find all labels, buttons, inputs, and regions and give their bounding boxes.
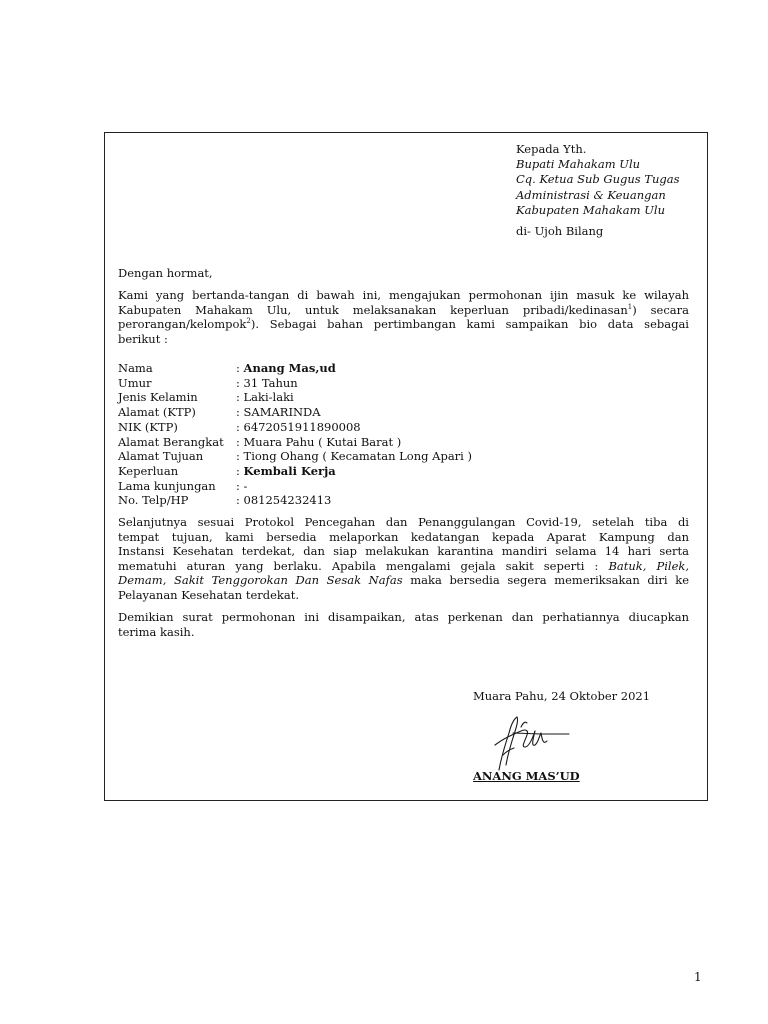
recipient-line-1: Kepada Yth. [516,142,587,156]
biodata-label: Keperluan [118,463,179,478]
protocol-paragraph [118,515,689,603]
salutation: Dengan hormat, [118,266,213,280]
closing-line-1: Demikian surat permohonan ini disampaikan, atas perkenan dan perhatiannya diucapkan [118,610,689,624]
protocol-line-2: tempat tujuan, kami bersedia melaporkan kedatangan kepada Aparat Kampung dan [118,529,689,544]
closing-line-2: terima kasih. [118,624,195,639]
protocol-line-4: mematuhi aturan yang berlaku. Apabila mengalami gejala sakit seperti : Batuk, Pilek, [118,558,689,573]
biodata-label: Alamat Tujuan [118,449,204,464]
closing-paragraph [118,610,689,639]
protocol-line-1: Selanjutnya sesuai Protokol Pencegahan dan Penanggulangan Covid-19, setelah tiba di [118,515,689,529]
biodata-label: Nama [118,361,153,375]
biodata-table [118,361,472,508]
biodata-row [118,376,472,391]
protocol-line-3: Instansi Kesehatan terdekat, dan siap melakukan karantina mandiri selama 14 hari serta [118,544,689,559]
biodata-row [118,464,472,479]
recipient-line-3: Cq. Ketua Sub Gugus Tugas [516,172,680,187]
biodata-label: No. Telp/HP [118,493,189,508]
intro-paragraph [118,288,689,346]
place-date: Muara Pahu, 24 Oktober 2021 [473,689,651,703]
intro-line-4: berikut : [118,331,168,346]
intro-line-3: perorangan/kelompok$^2$). Sebagai bahan pertimbangan kami sampaikan bio data sebagai [118,317,689,332]
biodata-row [118,449,472,464]
recipient-location: di- Ujoh Bilang [516,224,604,238]
recipient-line-2: Bupati Mahakam Ulu [516,157,641,172]
biodata-row [118,390,472,405]
protocol-line-5: Demam, Sakit Tenggorokan Dan Sesak Nafas maka bersedia segera memeriksakan diri ke [118,573,689,588]
biodata-row [118,361,472,376]
biodata-value: : Anang Mas,ud [236,361,336,375]
biodata-label: Alamat Berangkat [118,434,224,449]
intro-line-1: Kami yang bertanda-tangan di bawah ini, mengajukan permohonan ijin masuk ke wilayah [118,288,689,302]
biodata-label: Jenis Kelamin [118,390,198,405]
letter-frame [104,132,708,801]
recipient-block [516,142,706,218]
recipient-line-4: Administrasi & Keuangan [516,187,666,202]
biodata-value: : Muara Pahu ( Kutai Barat ) [236,434,402,449]
biodata-label: NIK (KTP) [118,419,178,434]
biodata-value: : SAMARINDA [236,405,321,420]
signer-name: ANANG MAS’UD [473,769,580,783]
biodata-label: Umur [118,375,152,390]
biodata-value: : Laki-laki [236,390,294,405]
protocol-line-6: Pelayanan Kesehatan terdekat. [118,587,300,602]
signature-image [481,715,571,773]
biodata-label: Alamat (KTP) [118,405,196,420]
intro-line-2: Kabupaten Mahakam Ulu, untuk melaksanakan keperluan pribadi/kedinasan$^1$) secara [118,302,689,317]
biodata-value: : Tiong Ohang ( Kecamatan Long Apari ) [236,449,472,464]
biodata-row [118,479,472,494]
page-number: 1 [694,970,702,984]
biodata-row [118,435,472,450]
biodata-value: : - [236,478,248,493]
biodata-row [118,420,472,435]
biodata-row [118,405,472,420]
biodata-label: Lama kunjungan [118,478,216,493]
biodata-value: : 081254232413 [236,493,332,508]
recipient-line-5: Kabupaten Mahakam Ulu [516,202,665,217]
biodata-value: : 31 Tahun [236,375,298,390]
biodata-value: : Kembali Kerja [236,463,336,478]
biodata-row [118,493,472,508]
biodata-value: : 6472051911890008 [236,419,361,434]
